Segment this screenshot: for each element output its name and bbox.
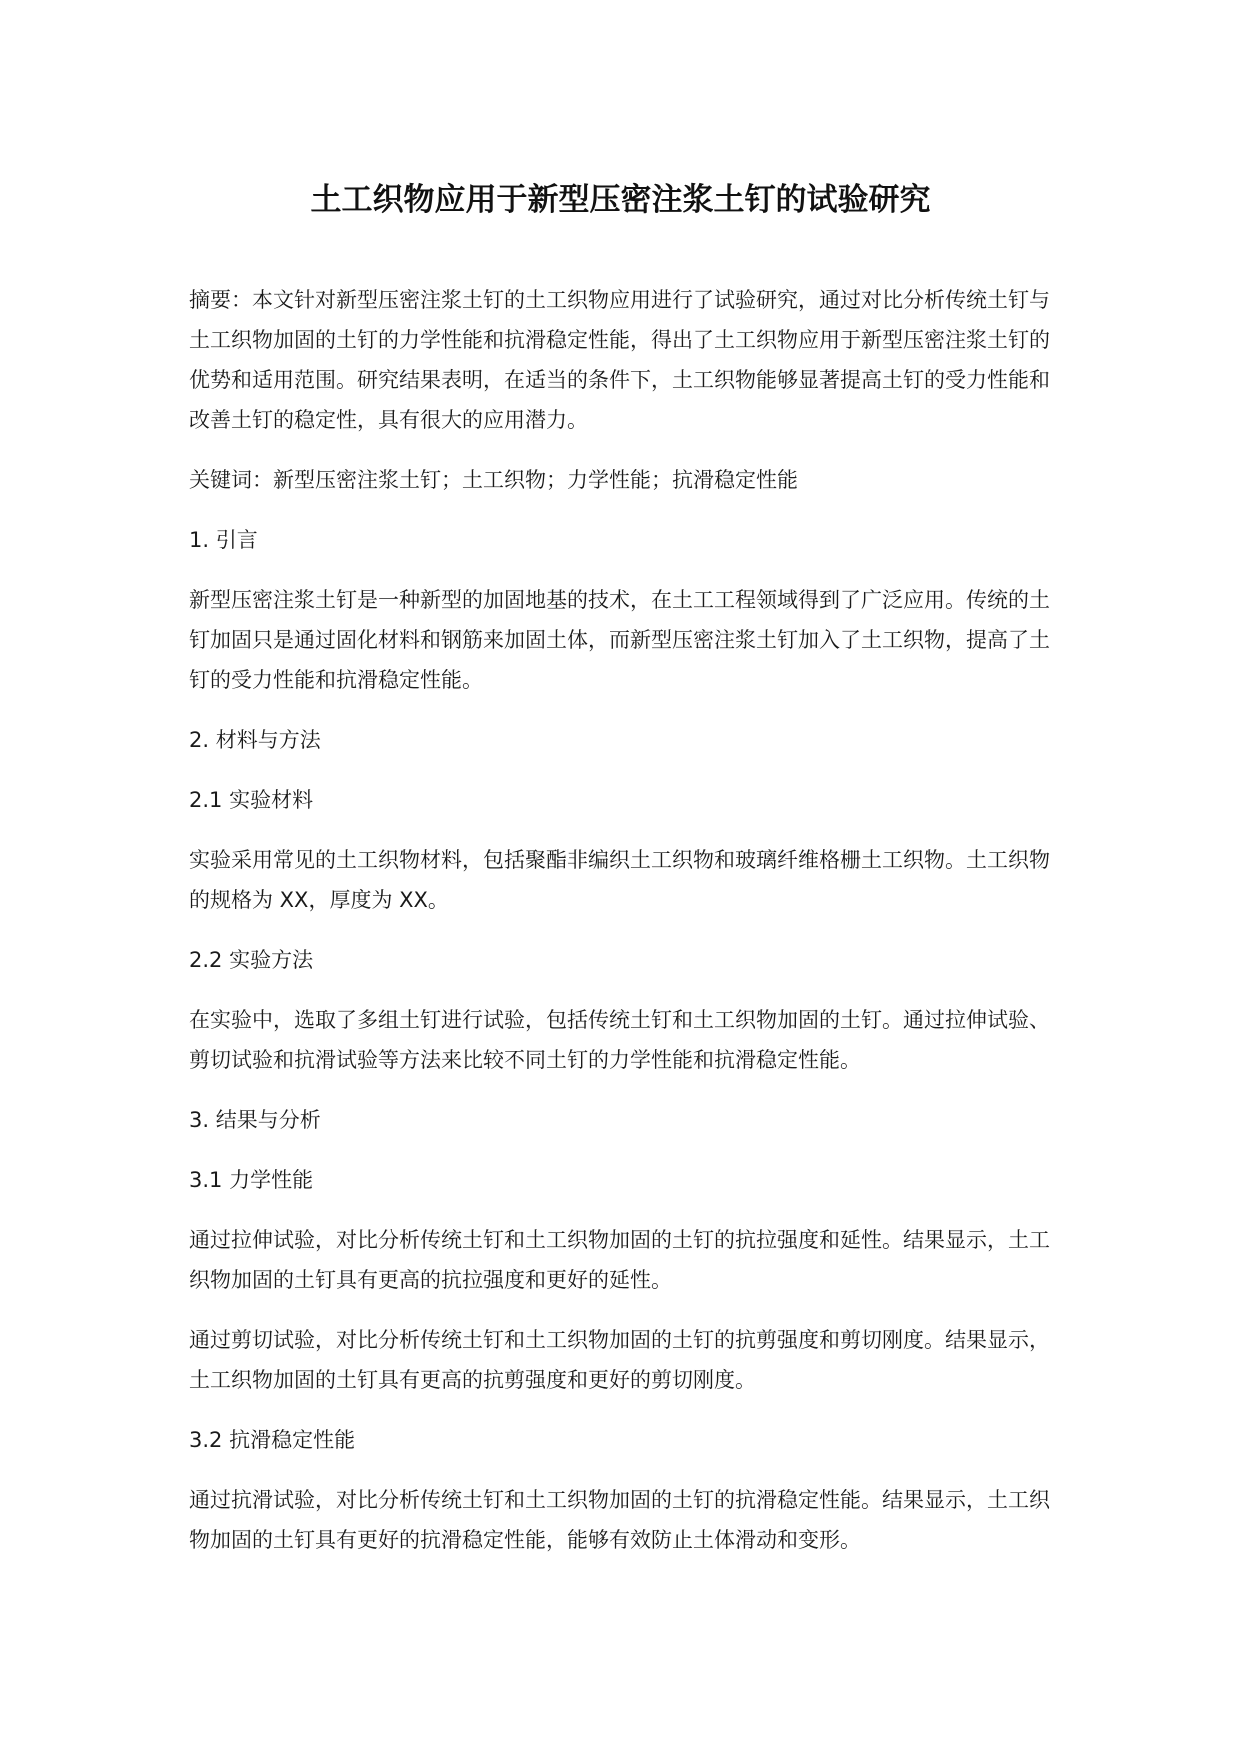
section-3-1-paragraph-2: 通过剪切试验，对比分析传统土钉和土工织物加固的土钉的抗剪强度和剪切刚度。结果显示，土工织物加固的土钉具有更高的抗剪强度和更好的剪切刚度。 [189,1328,1050,1392]
abstract-paragraph: 摘要：本文针对新型压密注浆土钉的土工织物应用进行了试验研究，通过对比分析传统土钉与土工织物加固的土钉的力学性能和抗滑稳定性能，得出了土工织物应用于新型压密注浆土钉的优势和适用范围。研究结果表明，在适当的条件下，土工织物能够显著提高土钉的受力性能和改善土钉的稳定性，具有很大的应用潜力。 [189,288,1050,432]
document-body [189,280,1069,1580]
section-2-1-heading: 2.1 实验材料 [189,788,314,812]
document-title: 土工织物应用于新型压密注浆土钉的试验研究 [310,182,931,218]
section-2-1-paragraph: 实验采用常见的土工织物材料，包括聚酯非编织土工织物和玻璃纤维格栅土工织物。土工织物的规格为 XX，厚度为 XX。 [189,848,1050,912]
section-3-2-paragraph: 通过抗滑试验，对比分析传统土钉和土工织物加固的土钉的抗滑稳定性能。结果显示，土工织物加固的土钉具有更好的抗滑稳定性能，能够有效防止土体滑动和变形。 [189,1488,1050,1552]
keywords-paragraph: 关键词：新型压密注浆土钉；土工织物；力学性能；抗滑稳定性能 [189,468,798,492]
section-1-paragraph: 新型压密注浆土钉是一种新型的加固地基的技术，在土工工程领域得到了广泛应用。传统的土钉加固只是通过固化材料和钢筋来加固土体，而新型压密注浆土钉加入了土工织物，提高了土钉的受力性能和抗滑稳定性能。 [189,588,1050,692]
section-2-2-paragraph: 在实验中，选取了多组土钉进行试验，包括传统土钉和土工织物加固的土钉。通过拉伸试验、剪切试验和抗滑试验等方法来比较不同土钉的力学性能和抗滑稳定性能。 [189,1008,1050,1072]
section-3-1-paragraph-1: 通过拉伸试验，对比分析传统土钉和土工织物加固的土钉的抗拉强度和延性。结果显示，土工织物加固的土钉具有更高的抗拉强度和更好的延性。 [189,1228,1050,1292]
section-3-heading: 3. 结果与分析 [189,1108,321,1132]
section-2-2-heading: 2.2 实验方法 [189,948,314,972]
section-3-2-heading: 3.2 抗滑稳定性能 [189,1428,356,1452]
section-3-1-heading: 3.1 力学性能 [189,1168,314,1192]
section-1-heading: 1. 引言 [189,528,258,552]
section-2-heading: 2. 材料与方法 [189,728,321,752]
